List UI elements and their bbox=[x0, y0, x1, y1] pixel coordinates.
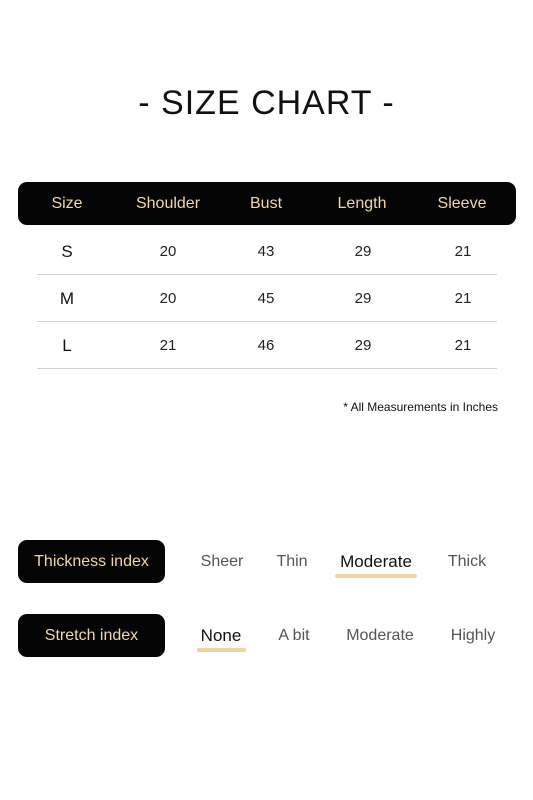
length-cell: 29 bbox=[354, 243, 372, 260]
page-title: - SIZE CHART - bbox=[138, 84, 395, 122]
table-row bbox=[37, 323, 497, 369]
thickness-option-thick: Thick bbox=[447, 553, 487, 570]
length-cell: 29 bbox=[354, 290, 372, 307]
table-row bbox=[37, 229, 497, 275]
row-divider bbox=[37, 368, 497, 369]
stretch-selected-underline bbox=[197, 648, 246, 652]
size-cell: S bbox=[61, 242, 73, 261]
column-header-bust: Bust bbox=[249, 195, 283, 212]
table-row bbox=[37, 276, 497, 322]
shoulder-cell: 21 bbox=[159, 337, 177, 354]
size-cell: L bbox=[62, 336, 72, 355]
length-cell: 29 bbox=[354, 337, 372, 354]
shoulder-cell: 20 bbox=[159, 290, 177, 307]
sleeve-cell: 21 bbox=[454, 337, 472, 354]
table-header bbox=[18, 182, 516, 225]
shoulder-cell: 20 bbox=[159, 243, 177, 260]
stretch-index-label: Stretch index bbox=[18, 614, 165, 657]
stretch-option-none: None bbox=[200, 626, 242, 645]
stretch-option-highly: Highly bbox=[450, 627, 496, 644]
thickness-option-moderate: Moderate bbox=[340, 552, 412, 571]
thickness-option-sheer: Sheer bbox=[200, 553, 244, 570]
thickness-selected-underline bbox=[335, 574, 417, 578]
column-header-shoulder: Shoulder bbox=[135, 195, 201, 212]
stretch-option-moderate: Moderate bbox=[346, 627, 414, 644]
stretch-option-a-bit: A bit bbox=[278, 627, 310, 644]
bust-cell: 45 bbox=[257, 290, 275, 307]
thickness-option-thin: Thin bbox=[276, 553, 308, 570]
bust-cell: 46 bbox=[257, 337, 275, 354]
column-header-size: Size bbox=[51, 195, 83, 212]
measurement-note: * All Measurements in Inches bbox=[343, 400, 498, 414]
row-divider bbox=[37, 274, 497, 275]
row-divider bbox=[37, 321, 497, 322]
thickness-index-label: Thickness index bbox=[18, 540, 165, 583]
sleeve-cell: 21 bbox=[454, 243, 472, 260]
column-header-length: Length bbox=[337, 195, 387, 212]
column-header-sleeve: Sleeve bbox=[437, 195, 487, 212]
sleeve-cell: 21 bbox=[454, 290, 472, 307]
size-cell: M bbox=[59, 289, 75, 308]
bust-cell: 43 bbox=[257, 243, 275, 260]
